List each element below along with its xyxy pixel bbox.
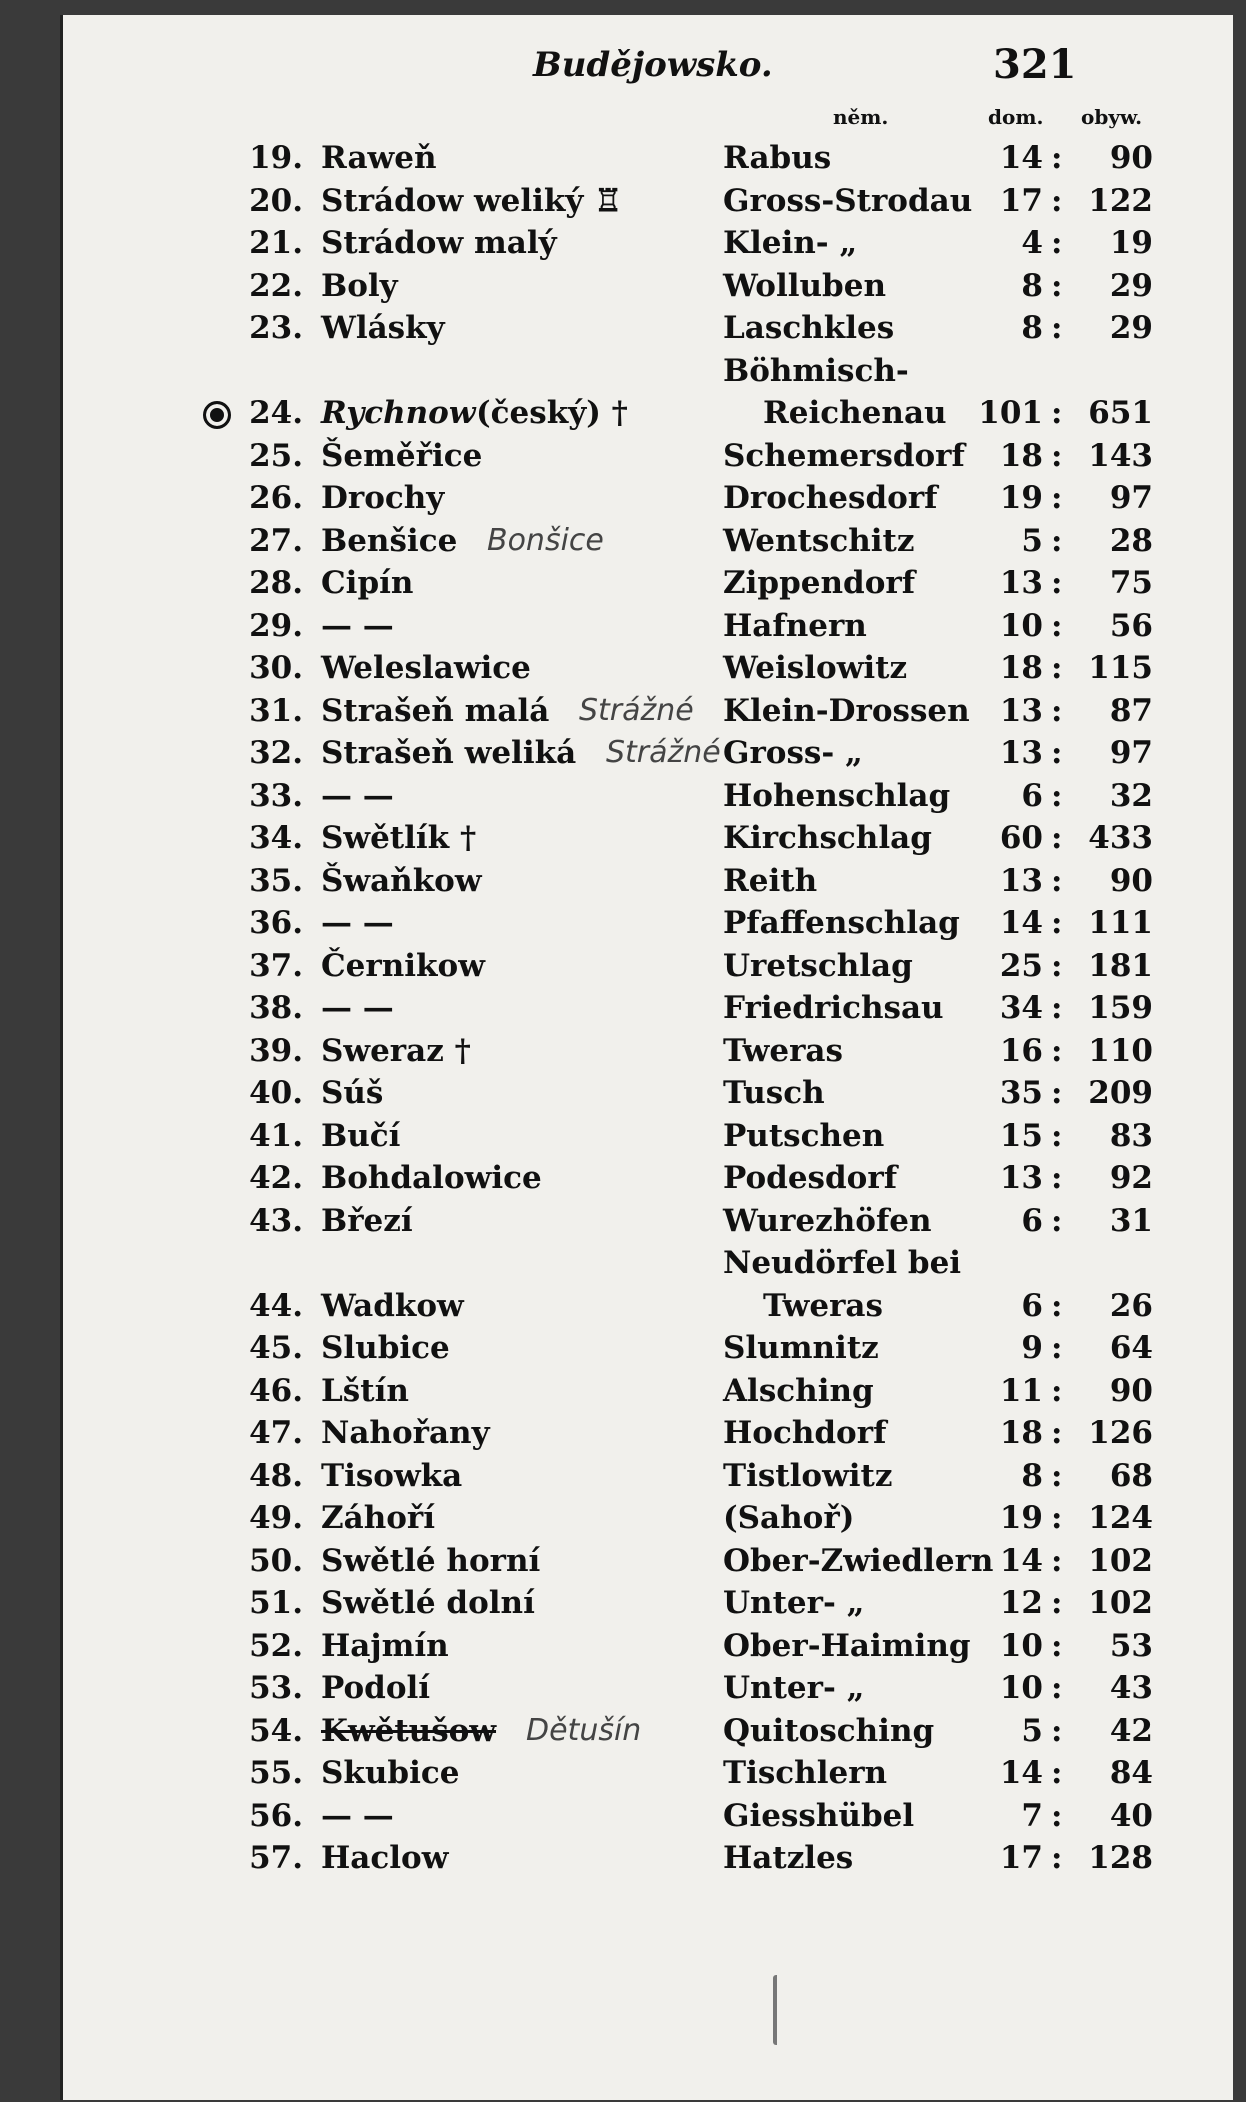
house-count: 13 [999, 692, 1043, 729]
row-number: 30. [249, 650, 303, 686]
row-number: 44. [249, 1287, 303, 1324]
table-row [63, 310, 1233, 353]
inhabitant-count: 651 [1088, 395, 1153, 431]
inhabitant-count: 209 [1088, 1075, 1153, 1111]
inhabitant-count: 68 [1109, 1457, 1153, 1494]
czech-name: Záhoří [321, 1500, 436, 1536]
table-row [63, 1670, 1233, 1713]
separator: : [1051, 990, 1063, 1026]
row-number: 52. [249, 1627, 303, 1664]
table-row [63, 1288, 1233, 1331]
row-number: 28. [249, 565, 303, 601]
german-name: Drochesdorf [723, 480, 938, 516]
row-number: 35. [249, 862, 303, 899]
handwritten-note: Strážné [579, 692, 694, 728]
separator: : [1051, 905, 1063, 941]
german-name: Gross-Strodau [723, 182, 973, 219]
separator: : [1051, 1797, 1063, 1834]
row-number: 48. [249, 1457, 303, 1494]
inhabitant-count: 29 [1109, 267, 1153, 304]
inhabitant-count: 84 [1109, 1755, 1153, 1791]
czech-name: Weleslawice [321, 650, 531, 686]
inhabitant-count: 126 [1088, 1415, 1153, 1451]
inhabitant-count: 433 [1088, 820, 1153, 856]
house-count: 101 [978, 395, 1043, 431]
separator: : [1051, 1202, 1063, 1239]
inhabitant-count: 90 [1109, 1372, 1153, 1409]
row-number: 25. [249, 437, 303, 474]
german-name: Hochdorf [723, 1415, 887, 1451]
separator: : [1051, 267, 1063, 304]
czech-name: Bučí [321, 1117, 401, 1154]
row-number: 50. [249, 1542, 303, 1579]
inhabitant-count: 97 [1109, 480, 1153, 516]
row-number: 57. [249, 1840, 303, 1876]
row-number: 55. [249, 1755, 303, 1791]
inhabitant-count: 43 [1109, 1670, 1153, 1706]
separator: : [1051, 522, 1063, 559]
czech-name: Rychnow [321, 395, 476, 431]
house-count: 11 [999, 1372, 1043, 1409]
separator: : [1051, 692, 1063, 729]
house-count: 12 [999, 1585, 1043, 1621]
german-name: Kirchschlag [723, 820, 932, 856]
row-number: 43. [249, 1202, 303, 1239]
german-name: Neudörfel bei [723, 1245, 962, 1281]
house-count: 17 [999, 182, 1043, 219]
german-name: Böhmisch- [723, 352, 909, 389]
inhabitant-count: 64 [1109, 1330, 1153, 1366]
house-count: 16 [999, 1032, 1043, 1069]
czech-name: Wadkow [321, 1287, 464, 1324]
house-count: 19 [999, 480, 1043, 516]
row-number: 29. [249, 607, 303, 644]
inhabitant-count: 159 [1088, 990, 1153, 1026]
row-number: 56. [249, 1797, 303, 1834]
row-number: 54. [249, 1712, 303, 1749]
inhabitant-count: 42 [1109, 1712, 1153, 1749]
house-count: 13 [999, 1160, 1043, 1196]
house-count: 9 [1021, 1330, 1043, 1366]
row-number: 41. [249, 1117, 303, 1154]
table-row [63, 990, 1233, 1033]
house-count: 18 [999, 650, 1043, 686]
table-row [63, 1713, 1233, 1756]
house-count: 10 [999, 1670, 1043, 1706]
german-name: Tischlern [723, 1755, 888, 1791]
czech-name: — — [321, 777, 394, 814]
table-row [63, 438, 1233, 481]
german-name: Hafnern [723, 607, 867, 644]
german-name: Pfaffenschlag [723, 905, 960, 941]
handwritten-note: Strážné [606, 735, 721, 770]
inhabitant-count: 32 [1109, 777, 1153, 814]
table-row [63, 948, 1233, 991]
german-name: (Sahoř) [723, 1500, 855, 1536]
house-count: 15 [999, 1117, 1043, 1154]
inhabitant-count: 90 [1109, 862, 1153, 899]
row-number: 19. [249, 140, 303, 176]
margin-pencil-mark [773, 1975, 785, 2045]
separator: : [1051, 1712, 1063, 1749]
row-number: 49. [249, 1500, 303, 1536]
german-name: Hohenschlag [723, 777, 951, 814]
czech-name: Černikow [321, 947, 485, 984]
table-row [63, 480, 1233, 523]
table-row [63, 1245, 1233, 1288]
row-number: 47. [249, 1415, 303, 1451]
column-header-inhabitants: obyw. [1081, 105, 1143, 129]
czech-name: Strašeň weliká [321, 735, 577, 771]
inhabitant-count: 102 [1088, 1585, 1153, 1621]
german-name: Klein-Drossen [723, 692, 970, 729]
house-count: 14 [999, 1755, 1043, 1791]
row-number: 36. [249, 905, 303, 941]
house-count: 6 [1021, 1287, 1043, 1324]
separator: : [1051, 1840, 1063, 1876]
inhabitant-count: 28 [1109, 522, 1153, 559]
german-name: Wolluben [723, 267, 886, 304]
separator: : [1051, 607, 1063, 644]
table-row [63, 820, 1233, 863]
inhabitant-count: 75 [1109, 565, 1153, 601]
separator: : [1051, 437, 1063, 474]
column-header-german: něm. [833, 105, 889, 129]
czech-name: Súš [321, 1075, 384, 1111]
german-name: Slumnitz [723, 1330, 879, 1366]
separator: : [1051, 1330, 1063, 1366]
inhabitant-count: 19 [1109, 225, 1153, 261]
czech-name: Strádow malý [321, 225, 557, 261]
house-count: 13 [999, 862, 1043, 899]
inhabitant-count: 124 [1088, 1500, 1153, 1536]
row-number: 26. [249, 480, 303, 516]
german-name: Unter- „ [723, 1585, 865, 1621]
inhabitant-count: 111 [1088, 905, 1153, 941]
house-count: 4 [1021, 225, 1043, 261]
table-row [63, 693, 1233, 736]
czech-name: Nahořany [321, 1415, 490, 1451]
house-count: 5 [1021, 522, 1043, 559]
separator: : [1051, 565, 1063, 601]
czech-name: Benšice [321, 522, 458, 559]
czech-name: Bohdalowice [321, 1160, 542, 1196]
row-number: 32. [249, 735, 303, 771]
german-name: Gross- „ [723, 735, 863, 771]
house-count: 34 [999, 990, 1043, 1026]
separator: : [1051, 1372, 1063, 1409]
czech-name: Sweraz † [321, 1032, 471, 1069]
table-row [63, 1628, 1233, 1671]
german-name: Wentschitz [723, 522, 915, 559]
table-row [63, 1755, 1233, 1798]
separator: : [1051, 735, 1063, 771]
row-number: 42. [249, 1160, 303, 1196]
german-name: Hatzles [723, 1840, 854, 1876]
table-row [63, 395, 1233, 438]
inhabitant-count: 90 [1109, 140, 1153, 176]
czech-name: Swětlé horní [321, 1542, 541, 1579]
house-count: 18 [999, 437, 1043, 474]
czech-name: Strašeň malá [321, 692, 550, 729]
german-name: Reith [723, 862, 818, 899]
table-row [63, 225, 1233, 268]
separator: : [1051, 1585, 1063, 1621]
czech-name: Šeměřice [321, 437, 483, 474]
czech-name: Šwaňkow [321, 862, 482, 899]
table-row [63, 1585, 1233, 1628]
table-row [63, 905, 1233, 948]
inhabitant-count: 122 [1088, 182, 1153, 219]
inhabitant-count: 83 [1109, 1117, 1153, 1154]
table-row [63, 1458, 1233, 1501]
separator: : [1051, 777, 1063, 814]
separator: : [1051, 1755, 1063, 1791]
inhabitant-count: 56 [1109, 607, 1153, 644]
house-count: 8 [1021, 1457, 1043, 1494]
czech-name: Lštín [321, 1372, 409, 1409]
german-name: Laschkles [723, 310, 895, 346]
czech-name: Slubice [321, 1330, 450, 1366]
house-count: 13 [999, 565, 1043, 601]
house-count: 6 [1021, 1202, 1043, 1239]
row-number: 51. [249, 1585, 303, 1621]
german-name: Weislowitz [723, 650, 908, 686]
czech-name: Tisowka [321, 1457, 463, 1494]
inhabitant-count: 26 [1109, 1287, 1153, 1324]
czech-name-suffix: (český) † [476, 395, 628, 431]
table-row [63, 1415, 1233, 1458]
inhabitant-count: 31 [1109, 1202, 1153, 1239]
row-number: 46. [249, 1372, 303, 1409]
separator: : [1051, 140, 1063, 176]
table-row [63, 183, 1233, 226]
czech-name: — — [321, 905, 394, 941]
table-row [63, 1330, 1233, 1373]
running-title: Budějowsko. [533, 45, 773, 85]
house-count: 10 [999, 1627, 1043, 1664]
row-number: 20. [249, 182, 303, 219]
table-row [63, 735, 1233, 778]
house-count: 14 [999, 140, 1043, 176]
separator: : [1051, 1627, 1063, 1664]
table-row [63, 1840, 1233, 1883]
german-name: Friedrichsau [723, 990, 944, 1026]
page-header [63, 33, 1233, 93]
inhabitant-count: 181 [1088, 947, 1153, 984]
german-name: Wurezhöfen [723, 1202, 932, 1239]
row-number: 33. [249, 777, 303, 814]
table-row [63, 1798, 1233, 1841]
german-name: Schemersdorf [723, 437, 965, 474]
table-row [63, 1033, 1233, 1076]
house-count: 10 [999, 607, 1043, 644]
house-count: 14 [999, 905, 1043, 941]
house-count: 17 [999, 1840, 1043, 1876]
table-row [63, 1118, 1233, 1161]
german-name: Zippendorf [723, 565, 916, 601]
table-row [63, 650, 1233, 693]
inhabitant-count: 97 [1109, 735, 1153, 771]
page-number: 321 [993, 41, 1077, 88]
separator: : [1051, 395, 1063, 431]
separator: : [1051, 182, 1063, 219]
inhabitant-count: 115 [1088, 650, 1153, 686]
row-number: 24. [249, 395, 303, 431]
czech-name: — — [321, 990, 394, 1026]
table-row [63, 353, 1233, 396]
house-count: 60 [999, 820, 1043, 856]
czech-name: Březí [321, 1202, 413, 1239]
separator: : [1051, 1457, 1063, 1494]
separator: : [1051, 650, 1063, 686]
german-name: Unter- „ [723, 1670, 865, 1706]
czech-name: Haclow [321, 1840, 449, 1876]
table-row [63, 1160, 1233, 1203]
separator: : [1051, 1160, 1063, 1196]
table-row [63, 140, 1233, 183]
row-number: 31. [249, 692, 303, 729]
inhabitant-count: 102 [1088, 1542, 1153, 1579]
german-name: Giesshübel [723, 1797, 915, 1834]
table-row [63, 1075, 1233, 1118]
house-count: 14 [999, 1542, 1043, 1579]
german-name: Alsching [723, 1372, 874, 1409]
inhabitant-count: 92 [1109, 1160, 1153, 1196]
house-count: 6 [1021, 777, 1043, 814]
house-count: 8 [1021, 310, 1043, 346]
village-list [63, 140, 1233, 1883]
table-row [63, 1203, 1233, 1246]
czech-name: Skubice [321, 1755, 460, 1791]
house-count: 13 [999, 735, 1043, 771]
capital-bullet-icon [203, 401, 231, 429]
separator: : [1051, 1032, 1063, 1069]
house-count: 19 [999, 1500, 1043, 1536]
german-name: Tweras [723, 1032, 843, 1069]
czech-name: Swětlík † [321, 820, 477, 856]
czech-name: Drochy [321, 480, 445, 516]
inhabitant-count: 143 [1088, 437, 1153, 474]
inhabitant-count: 128 [1088, 1840, 1153, 1876]
inhabitant-count: 110 [1088, 1032, 1153, 1069]
separator: : [1051, 1542, 1063, 1579]
czech-name: Raweň [321, 140, 437, 176]
table-row [63, 1543, 1233, 1586]
handwritten-note: Dětušín [526, 1712, 642, 1748]
column-header-houses: dom. [988, 105, 1044, 129]
german-name: Ober-Haiming [723, 1627, 971, 1664]
row-number: 22. [249, 267, 303, 304]
row-number: 27. [249, 522, 303, 559]
table-row [63, 863, 1233, 906]
german-name: Tusch [723, 1075, 825, 1111]
separator: : [1051, 1287, 1063, 1324]
german-name: Reichenau [763, 395, 947, 431]
inhabitant-count: 40 [1109, 1797, 1153, 1834]
separator: : [1051, 947, 1063, 984]
handwritten-note: Bonšice [487, 522, 604, 558]
row-number: 53. [249, 1670, 303, 1706]
inhabitant-count: 29 [1109, 310, 1153, 346]
separator: : [1051, 1117, 1063, 1154]
separator: : [1051, 225, 1063, 261]
row-number: 21. [249, 225, 303, 261]
czech-name: Cipín [321, 565, 414, 601]
row-number: 40. [249, 1075, 303, 1111]
table-row [63, 268, 1233, 311]
german-name: Uretschlag [723, 947, 913, 984]
row-number: 45. [249, 1330, 303, 1366]
czech-name: Swětlé dolní [321, 1585, 535, 1621]
house-count: 18 [999, 1415, 1043, 1451]
czech-name: Podolí [321, 1670, 431, 1706]
house-count: 7 [1021, 1797, 1043, 1834]
czech-name: — — [321, 607, 394, 644]
table-row [63, 1373, 1233, 1416]
table-row [63, 565, 1233, 608]
table-row [63, 1500, 1233, 1543]
german-name: Klein- „ [723, 225, 858, 261]
table-row [63, 608, 1233, 651]
separator: : [1051, 310, 1063, 346]
house-count: 5 [1021, 1712, 1043, 1749]
separator: : [1051, 1075, 1063, 1111]
house-count: 25 [999, 947, 1043, 984]
german-name: Podesdorf [723, 1160, 898, 1196]
row-number: 39. [249, 1032, 303, 1069]
separator: : [1051, 480, 1063, 516]
czech-name: Wlásky [321, 310, 445, 346]
separator: : [1051, 1670, 1063, 1706]
separator: : [1051, 1415, 1063, 1451]
table-row [63, 523, 1233, 566]
book-page [60, 15, 1233, 2100]
separator: : [1051, 1500, 1063, 1536]
czech-name: Strádow weliký ♖ [321, 182, 622, 219]
czech-name: Kwětušow [321, 1712, 497, 1749]
row-number: 38. [249, 990, 303, 1026]
german-name: Putschen [723, 1117, 885, 1154]
inhabitant-count: 87 [1109, 692, 1153, 729]
house-count: 8 [1021, 267, 1043, 304]
house-count: 35 [999, 1075, 1043, 1111]
czech-name: — — [321, 1797, 394, 1834]
czech-name: Hajmín [321, 1627, 449, 1664]
inhabitant-count: 53 [1109, 1627, 1153, 1664]
german-name: Quitosching [723, 1712, 935, 1749]
row-number: 34. [249, 820, 303, 856]
separator: : [1051, 862, 1063, 899]
czech-name: Boly [321, 267, 398, 304]
german-name: Tistlowitz [723, 1457, 893, 1494]
row-number: 37. [249, 947, 303, 984]
separator: : [1051, 820, 1063, 856]
german-name: Rabus [723, 140, 832, 176]
row-number: 23. [249, 310, 303, 346]
german-name: Tweras [763, 1287, 883, 1324]
german-name: Ober-Zwiedlern [723, 1542, 994, 1579]
table-row [63, 778, 1233, 821]
